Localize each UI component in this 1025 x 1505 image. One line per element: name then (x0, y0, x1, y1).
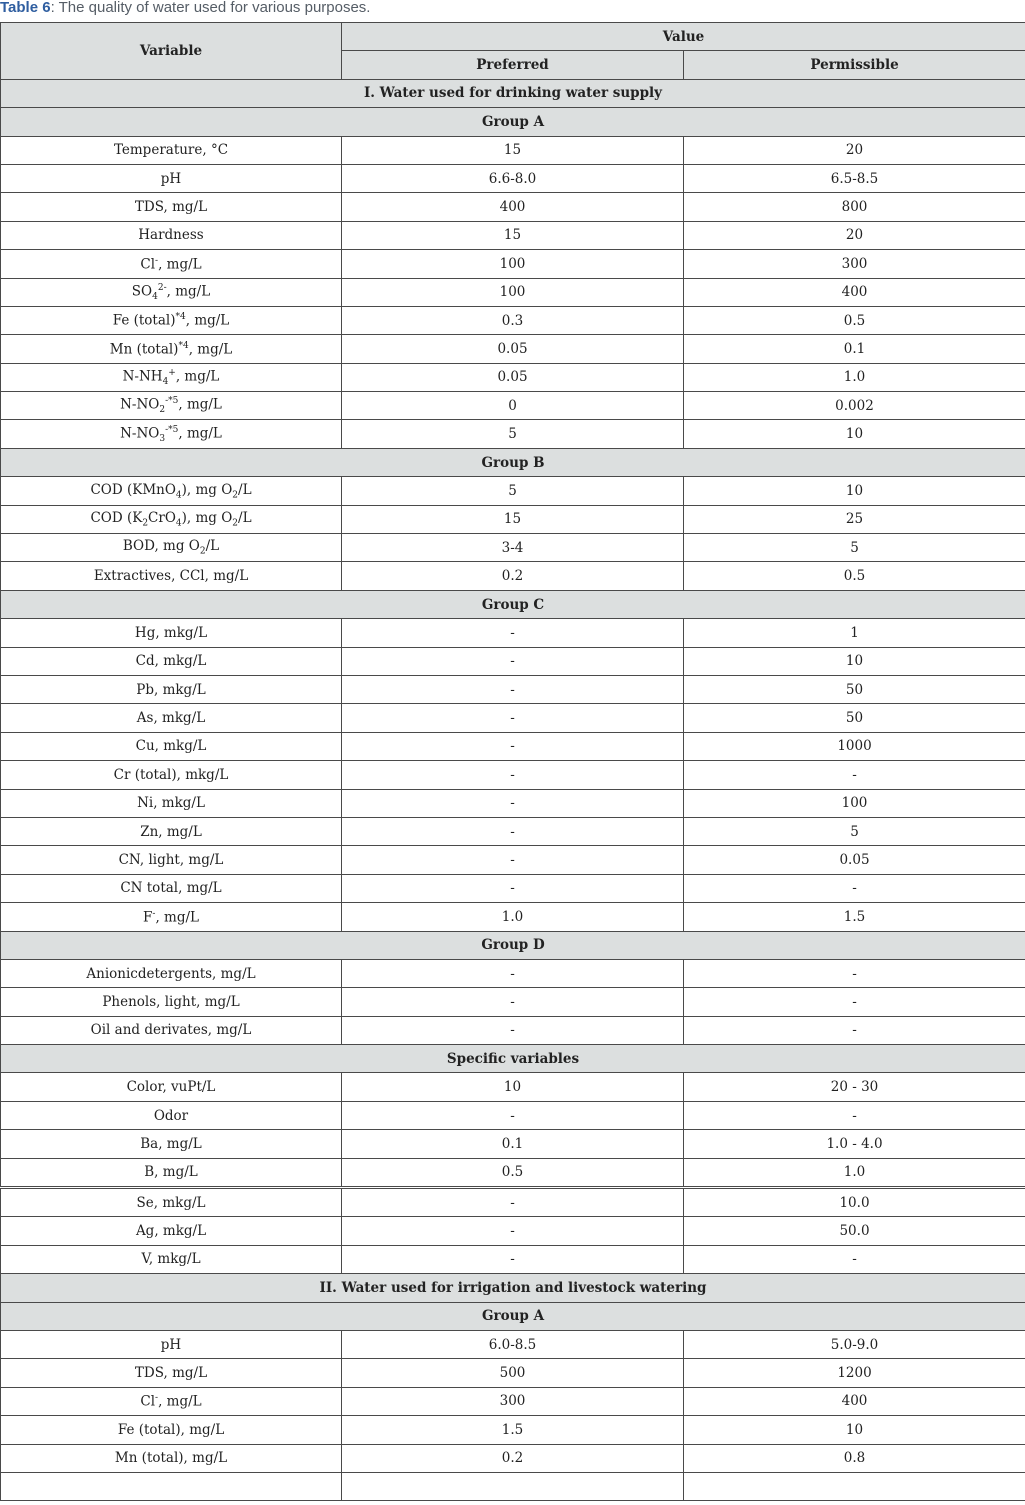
variable-text: Pb, mkg/L (136, 681, 206, 698)
variable-cell (1, 846, 342, 874)
variable-cell (1, 647, 342, 675)
table-row (1, 675, 1025, 703)
variable-superscript: 2- (157, 282, 167, 293)
variable-text: Ba, mg/L (140, 1135, 202, 1152)
preferred-cell: 0.5 (342, 1158, 684, 1187)
variable-cell (1, 278, 342, 306)
variable-cell (1, 306, 342, 334)
header-variable: Variable (1, 23, 342, 80)
water-quality-table (0, 22, 1025, 1501)
variable-text: pH (160, 1336, 182, 1353)
table-row (1, 1158, 1025, 1187)
variable-cell (1, 874, 342, 902)
preferred-cell: - (342, 647, 684, 675)
permissible-cell: 1.0 - 4.0 (684, 1130, 1025, 1158)
permissible-cell: 10 (684, 1416, 1025, 1444)
variable-text: Phenols, light, mg/L (102, 993, 240, 1010)
preferred-cell: 6.6-8.0 (342, 164, 684, 192)
table-row (1, 1073, 1025, 1101)
variable-cell (1, 505, 342, 533)
variable-text: Anionicdetergents, mg/L (86, 965, 256, 982)
table-row (1, 1101, 1025, 1129)
table-row (1, 534, 1025, 562)
table-row (1, 392, 1025, 420)
variable-text: As, mkg/L (136, 710, 206, 727)
table-row (1, 306, 1025, 334)
permissible-cell: 5.0-9.0 (684, 1330, 1025, 1358)
variable-cell (1, 817, 342, 845)
permissible-cell: 1 (684, 619, 1025, 647)
group-row (1, 590, 1025, 618)
variable-text: CrO (148, 509, 176, 526)
permissible-cell: 400 (684, 1387, 1025, 1415)
variable-cell (1, 704, 342, 732)
variable-text: /L (238, 509, 252, 526)
variable-text: , mg/L (188, 341, 233, 358)
preferred-cell: 1.5 (342, 1416, 684, 1444)
header-permissible: Permissible (684, 51, 1025, 79)
variable-superscript: - (155, 1393, 159, 1404)
permissible-cell: 1.0 (684, 1158, 1025, 1187)
variable-text: Extractives, CCl, mg/L (93, 568, 249, 585)
variable-cell (1, 363, 342, 391)
variable-cell (1, 988, 342, 1016)
table-row (1, 278, 1025, 306)
group-title: Group D (1, 931, 1025, 959)
group-title: Group C (1, 590, 1025, 618)
variable-text: , mg/L (166, 283, 211, 300)
group-title: Specific variables (1, 1045, 1025, 1073)
preferred-cell: 3-4 (342, 534, 684, 562)
variable-cell (1, 1330, 342, 1358)
section-title: II. Water used for irrigation and livestock watering (1, 1274, 1025, 1302)
preferred-cell: - (342, 874, 684, 902)
variable-text: Temperature, °C (113, 142, 229, 159)
variable-text: SO (131, 283, 153, 300)
variable-cell (1, 675, 342, 703)
preferred-cell: - (342, 1016, 684, 1044)
group-title: Group B (1, 448, 1025, 476)
variable-text: Ag, mkg/L (135, 1223, 207, 1240)
table-row (1, 1387, 1025, 1415)
table-row (1, 335, 1025, 363)
variable-text: Se, mkg/L (136, 1194, 206, 1211)
preferred-cell: - (342, 817, 684, 845)
variable-subscript: 2 (199, 547, 206, 558)
variable-text: , mg/L (178, 425, 222, 442)
table-row (1, 193, 1025, 221)
variable-text: Cu, mkg/L (135, 738, 207, 755)
variable-text: CN total, mg/L (120, 880, 222, 897)
variable-cell (1, 335, 342, 363)
table-row (1, 647, 1025, 675)
preferred-cell: 0.1 (342, 1130, 684, 1158)
variable-text: V, mkg/L (141, 1251, 201, 1268)
variable-text: , mg/L (158, 1393, 202, 1410)
permissible-cell: 20 (684, 221, 1025, 249)
variable-cell (1, 1130, 342, 1158)
variable-text: Mn (total), mg/L (114, 1450, 228, 1467)
preferred-cell: 5 (342, 477, 684, 505)
variable-text: /L (238, 481, 252, 498)
variable-subscript: 4 (152, 291, 158, 302)
variable-text: Cl (140, 256, 156, 273)
permissible-cell: 10 (684, 647, 1025, 675)
variable-superscript: -*5 (165, 424, 179, 435)
variable-cell (1, 1158, 342, 1187)
group-row (1, 1302, 1025, 1330)
preferred-cell: 0.2 (342, 562, 684, 590)
permissible-cell: 25 (684, 505, 1025, 533)
permissible-cell: 20 (684, 136, 1025, 164)
variable-text: Cl (140, 1393, 156, 1410)
preferred-cell: - (342, 1217, 684, 1245)
table-row (1, 959, 1025, 987)
permissible-cell: - (684, 959, 1025, 987)
table-row (1, 420, 1025, 448)
preferred-cell: 0 (342, 392, 684, 420)
group-row (1, 108, 1025, 136)
table-row (1, 136, 1025, 164)
variable-superscript: - (155, 255, 159, 266)
permissible-cell: 10 (684, 477, 1025, 505)
variable-text: N-NO (120, 425, 160, 442)
table-row (1, 1130, 1025, 1158)
preferred-cell: 400 (342, 193, 684, 221)
variable-cell (1, 1245, 342, 1273)
variable-text: , mg/L (158, 256, 202, 273)
permissible-cell: 1.5 (684, 903, 1025, 931)
preferred-cell: - (342, 959, 684, 987)
variable-text: N-NH (122, 368, 163, 385)
variable-cell (1, 1101, 342, 1129)
group-row (1, 1045, 1025, 1073)
caption-label: Table 6 (0, 0, 51, 16)
preferred-cell: 15 (342, 505, 684, 533)
permissible-cell (684, 1472, 1025, 1500)
variable-text: ), mg O (181, 509, 233, 526)
variable-cell (1, 789, 342, 817)
variable-superscript: + (168, 367, 176, 378)
table-row (1, 988, 1025, 1016)
variable-cell (1, 250, 342, 278)
table-row (1, 846, 1025, 874)
preferred-cell: - (342, 732, 684, 760)
table-row (1, 704, 1025, 732)
table-row (1, 164, 1025, 192)
variable-cell (1, 534, 342, 562)
table-row (1, 250, 1025, 278)
permissible-cell: 50 (684, 704, 1025, 732)
table-body (1, 79, 1025, 1501)
table-row (1, 1359, 1025, 1387)
table-row (1, 903, 1025, 931)
table-row (1, 562, 1025, 590)
header-preferred: Preferred (342, 51, 684, 79)
section-row (1, 1274, 1025, 1302)
variable-text: TDS, mg/L (134, 1365, 208, 1382)
variable-text: ), mg O (181, 481, 233, 498)
variable-cell (1, 164, 342, 192)
permissible-cell: 6.5-8.5 (684, 164, 1025, 192)
permissible-cell: 50.0 (684, 1217, 1025, 1245)
variable-text: pH (160, 170, 182, 187)
preferred-cell: 1.0 (342, 903, 684, 931)
preferred-cell: 6.0-8.5 (342, 1330, 684, 1358)
variable-superscript: *4 (178, 340, 189, 351)
variable-subscript: 4 (162, 376, 169, 387)
permissible-cell: 0.5 (684, 306, 1025, 334)
preferred-cell: 5 (342, 420, 684, 448)
group-title: Group A (1, 108, 1025, 136)
variable-cell (1, 761, 342, 789)
variable-cell (1, 420, 342, 448)
permissible-cell: 1.0 (684, 363, 1025, 391)
variable-cell (1, 221, 342, 249)
variable-cell (1, 1217, 342, 1245)
preferred-cell: 15 (342, 221, 684, 249)
variable-cell (1, 732, 342, 760)
table-row (1, 477, 1025, 505)
preferred-cell: - (342, 1188, 684, 1217)
variable-text: , mg/L (155, 909, 199, 926)
variable-subscript: 2 (232, 490, 239, 501)
variable-text: Mn (total) (109, 341, 179, 358)
table-row (1, 1416, 1025, 1444)
variable-cell (1, 477, 342, 505)
variable-subscript: 4 (175, 518, 182, 529)
permissible-cell: 20 - 30 (684, 1073, 1025, 1101)
table-row (1, 1188, 1025, 1217)
permissible-cell: - (684, 988, 1025, 1016)
variable-text: , mg/L (185, 312, 230, 329)
variable-superscript: *4 (175, 312, 186, 323)
variable-cell (1, 1416, 342, 1444)
section-row (1, 79, 1025, 107)
preferred-cell: - (342, 619, 684, 647)
permissible-cell: - (684, 1245, 1025, 1273)
table-row (1, 1330, 1025, 1358)
permissible-cell: 0.5 (684, 562, 1025, 590)
variable-cell (1, 392, 342, 420)
table-row (1, 817, 1025, 845)
permissible-cell: 0.002 (684, 392, 1025, 420)
preferred-cell: 100 (342, 250, 684, 278)
variable-text: Hardness (138, 227, 204, 244)
permissible-cell: 1000 (684, 732, 1025, 760)
section-title: I. Water used for drinking water supply (1, 79, 1025, 107)
header-value: Value (342, 23, 1025, 51)
variable-superscript: -*5 (165, 396, 179, 407)
variable-text: N-NO (120, 396, 160, 413)
permissible-cell: 5 (684, 817, 1025, 845)
variable-cell (1, 1359, 342, 1387)
variable-cell (1, 562, 342, 590)
variable-cell (1, 1016, 342, 1044)
variable-cell (1, 1387, 342, 1415)
variable-subscript: 2 (159, 405, 166, 416)
table-row (1, 761, 1025, 789)
preferred-cell: - (342, 988, 684, 1016)
table-row (1, 1444, 1025, 1472)
variable-cell (1, 1472, 342, 1500)
preferred-cell: - (342, 675, 684, 703)
variable-superscript: - (152, 908, 156, 919)
table-row (1, 874, 1025, 902)
permissible-cell: - (684, 1101, 1025, 1129)
variable-text: COD (KMnO (90, 481, 176, 498)
preferred-cell: - (342, 1101, 684, 1129)
variable-text: Odor (153, 1107, 189, 1124)
table-caption (0, 0, 370, 20)
variable-text: COD (K (90, 509, 143, 526)
variable-text: TDS, mg/L (134, 199, 208, 216)
table-row (1, 1245, 1025, 1273)
variable-text: F (143, 909, 153, 926)
group-row (1, 448, 1025, 476)
permissible-cell: 10.0 (684, 1188, 1025, 1217)
preferred-cell: 300 (342, 1387, 684, 1415)
table-row (1, 1217, 1025, 1245)
permissible-cell: - (684, 874, 1025, 902)
permissible-cell: 0.05 (684, 846, 1025, 874)
preferred-cell: 0.2 (342, 1444, 684, 1472)
group-title: Group A (1, 1302, 1025, 1330)
variable-subscript: 3 (159, 433, 166, 444)
variable-text: Color, vuPt/L (126, 1079, 216, 1096)
table-row (1, 1472, 1025, 1500)
variable-text: Fe (total), mg/L (117, 1421, 225, 1438)
variable-subscript: 2 (142, 518, 149, 529)
table-row (1, 732, 1025, 760)
preferred-cell: 0.05 (342, 335, 684, 363)
permissible-cell: 300 (684, 250, 1025, 278)
permissible-cell: 10 (684, 420, 1025, 448)
variable-text: , mg/L (178, 396, 222, 413)
variable-text: Hg, mkg/L (134, 624, 208, 641)
preferred-cell: 500 (342, 1359, 684, 1387)
permissible-cell: 800 (684, 193, 1025, 221)
permissible-cell: - (684, 761, 1025, 789)
variable-cell (1, 903, 342, 931)
preferred-cell: 10 (342, 1073, 684, 1101)
variable-text: , mg/L (175, 368, 220, 385)
permissible-cell: 1200 (684, 1359, 1025, 1387)
table-row (1, 505, 1025, 533)
variable-cell (1, 1073, 342, 1101)
preferred-cell: - (342, 789, 684, 817)
variable-text: B, mg/L (144, 1164, 198, 1181)
variable-text: Fe (total) (112, 312, 176, 329)
table-header (1, 23, 1025, 80)
table-row (1, 619, 1025, 647)
variable-text: Cr (total), mkg/L (113, 766, 229, 783)
variable-cell (1, 193, 342, 221)
variable-text: /L (205, 538, 220, 555)
variable-cell (1, 1188, 342, 1217)
variable-text: Ni, mkg/L (137, 795, 205, 812)
preferred-cell: 0.3 (342, 306, 684, 334)
variable-subscript: 4 (175, 490, 182, 501)
preferred-cell: - (342, 761, 684, 789)
table-row (1, 1016, 1025, 1044)
variable-text: CN, light, mg/L (118, 852, 224, 869)
table-row (1, 221, 1025, 249)
permissible-cell: 0.8 (684, 1444, 1025, 1472)
variable-subscript: 2 (232, 518, 239, 529)
permissible-cell: 400 (684, 278, 1025, 306)
table-row (1, 789, 1025, 817)
preferred-cell: 0.05 (342, 363, 684, 391)
permissible-cell: - (684, 1016, 1025, 1044)
table-row (1, 363, 1025, 391)
variable-text: Cd, mkg/L (135, 653, 207, 670)
group-row (1, 931, 1025, 959)
permissible-cell: 5 (684, 534, 1025, 562)
caption-text: : The quality of water used for various purposes. (50, 0, 371, 16)
variable-cell (1, 1444, 342, 1472)
variable-text: BOD, mg O (122, 538, 200, 555)
variable-text: Zn, mg/L (140, 823, 202, 840)
variable-text: Oil and derivates, mg/L (90, 1022, 252, 1039)
preferred-cell: 100 (342, 278, 684, 306)
preferred-cell: - (342, 1245, 684, 1273)
permissible-cell: 100 (684, 789, 1025, 817)
variable-cell (1, 619, 342, 647)
preferred-cell: - (342, 704, 684, 732)
variable-cell (1, 959, 342, 987)
preferred-cell (342, 1472, 684, 1500)
preferred-cell: - (342, 846, 684, 874)
variable-cell (1, 136, 342, 164)
permissible-cell: 0.1 (684, 335, 1025, 363)
permissible-cell: 50 (684, 675, 1025, 703)
preferred-cell: 15 (342, 136, 684, 164)
